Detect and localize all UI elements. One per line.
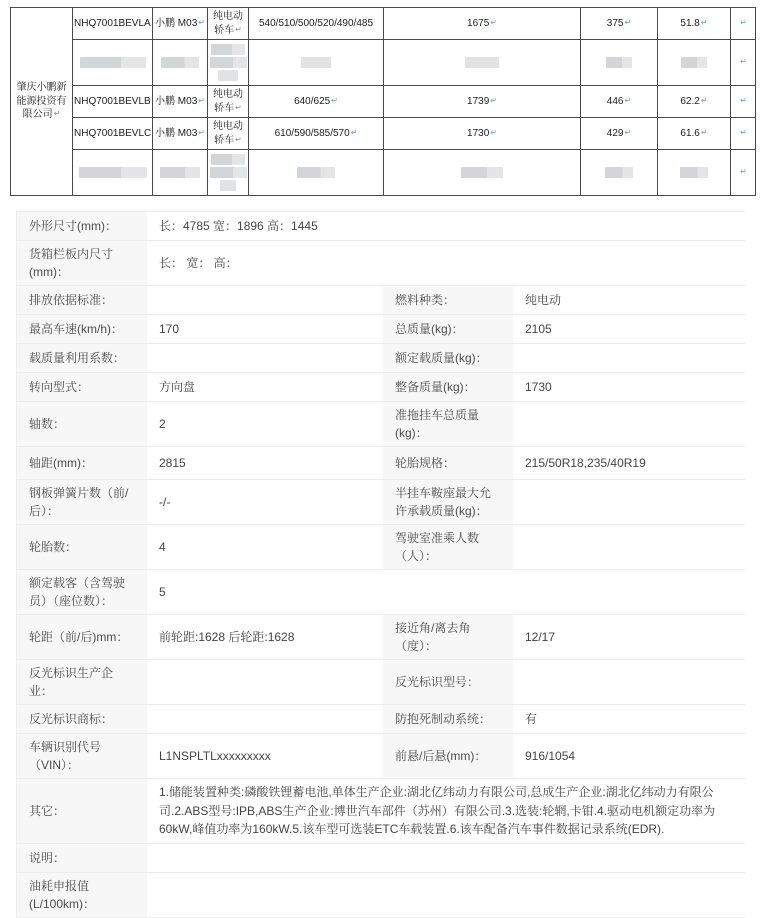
spec-value: L1NSPLTLxxxxxxxxx [147,734,383,778]
model-code: NHQ7001BEVLA [74,18,151,29]
spec-table [16,211,745,918]
spec-value: 纯电动 [513,286,746,314]
return-mark-icon: ↵ [490,128,497,137]
spec-value-other: 1.储能装置种类:磷酸铁锂蓄电池,单体生产企业:湖北亿纬动力有限公司,总成生产企业:湖北亿纬动力有限公司.2.ABS型号:IPB,ABS生产企业:博世汽车部件（苏州）有限公司.3.选装:轮辋,卡钳.4.驱动电机额定功率为60kW,峰值功率为160kW.5.该车型可选装ETC车载装置.6.该车配备汽车事件数据记录系统(EDR). [147,779,746,843]
value-b-cell [658,118,731,150]
return-mark-icon: ↵ [624,96,631,105]
value-a: 429 [607,128,624,139]
value-a: 375 [607,18,624,29]
type-cell [208,86,249,118]
return-mark-icon: ↵ [54,109,61,118]
range-values: 540/510/500/520/490/485 [259,18,373,29]
mass-value: 1739 [467,96,489,107]
spec-value [147,660,383,704]
company-name: 肇庆小鹏新能源投资有限公司 [17,82,67,120]
spec-value [513,402,746,446]
table-row [11,118,756,150]
return-mark-icon: ↵ [235,25,242,34]
value-a-cell-redacted [581,40,658,86]
value-b-cell-redacted [658,150,731,196]
spec-row [17,212,744,240]
model-cell [73,118,153,150]
end-mark-cell [731,150,756,196]
spec-value: 2105 [513,315,746,343]
brand-cell [153,118,208,150]
spec-label: 接近角/离去角（度）： [383,615,513,659]
spec-label: 总质量(kg)： [383,315,513,343]
value-a-cell-redacted [581,150,658,196]
model-code: NHQ7001BEVLC [74,128,151,139]
brand-cell [153,86,208,118]
spec-value: -/- [147,480,383,524]
value-b-cell-redacted [658,40,731,86]
range-cell [249,86,384,118]
spec-row [17,778,744,843]
return-mark-icon: ↵ [740,128,747,137]
spec-row [17,285,744,314]
spec-label: 货箱栏板内尺寸(mm)： [17,241,147,285]
value-b: 61.6 [680,128,699,139]
spec-label: 准拖挂车总质量(kg)： [383,402,513,446]
spec-value [147,286,383,314]
spec-label: 额定载客（含驾驶员）（座位数）： [17,570,147,614]
value-a: 446 [607,96,624,107]
end-mark-cell [731,40,756,86]
spec-row [17,843,744,872]
table-row-redacted [11,40,756,86]
type-cell [208,8,249,40]
value-b-cell [658,8,731,40]
range-cell [249,8,384,40]
return-mark-icon: ↵ [740,18,747,27]
spec-value: 916/1054 [513,734,746,778]
spec-label: 轮距（前/后)mm： [17,615,147,659]
spec-label: 说明： [17,844,147,872]
return-mark-icon: ↵ [198,128,205,137]
return-mark-icon: ↵ [198,96,205,105]
value-b-cell [658,86,731,118]
spec-label: 前悬/后悬(mm)： [383,734,513,778]
mass-cell [384,118,581,150]
spec-label: 防抱死制动系统： [383,705,513,733]
return-mark-icon: ↵ [198,18,205,27]
end-mark-cell [731,118,756,150]
spec-value: 1730 [513,373,746,401]
value-b: 51.8 [680,18,699,29]
type-cell-redacted [208,150,249,196]
spec-label: 轴数： [17,402,147,446]
spec-row [17,872,744,917]
spec-value [513,660,746,704]
model-cell [73,8,153,40]
spec-row [17,240,744,285]
return-mark-icon: ↵ [490,18,497,27]
spec-row [17,733,744,778]
type-cell-redacted [208,40,249,86]
range-cell-redacted [249,150,384,196]
type-cell [208,118,249,150]
mass-cell-redacted [384,40,581,86]
return-mark-icon: ↵ [235,135,242,144]
model-cell-redacted [73,150,153,196]
return-mark-icon: ↵ [351,128,358,137]
return-mark-icon: ↵ [740,96,747,105]
spec-row [17,659,744,704]
spec-label: 油耗申报值(L/100km)： [17,873,147,917]
return-mark-icon: ↵ [701,18,708,27]
model-cell [73,86,153,118]
spec-label: 燃料种类： [383,286,513,314]
table-row-redacted [11,150,756,196]
brand-name: 小鹏 M03 [155,96,197,107]
value-a-cell [581,8,658,40]
spec-row [17,524,744,569]
spec-value: 4 [147,525,383,569]
spec-value: 方向盘 [147,373,383,401]
spec-value: 2 [147,402,383,446]
return-mark-icon: ↵ [490,96,497,105]
return-mark-icon: ↵ [740,57,747,66]
vehicle-type: 纯电动轿车 [213,121,243,146]
brand-cell [153,8,208,40]
mass-cell-redacted [384,150,581,196]
spec-row [17,479,744,524]
spec-label: 额定载质量(kg)： [383,344,513,372]
spec-row [17,704,744,733]
mass-value: 1675 [467,18,489,29]
spec-row [17,446,744,479]
spec-row [17,372,744,401]
return-mark-icon: ↵ [235,103,242,112]
model-code: NHQ7001BEVLB [74,96,151,107]
end-mark-cell [731,8,756,40]
mass-value: 1730 [467,128,489,139]
spec-row [17,343,744,372]
value-b: 62.2 [680,96,699,107]
return-mark-icon: ↵ [624,18,631,27]
spec-label: 最高车速(km/h)： [17,315,147,343]
spec-row [17,614,744,659]
spec-label: 外形尺寸(mm)： [17,212,147,240]
spec-label: 半挂车鞍座最大允许承载质量(kg)： [383,480,513,524]
company-cell [11,8,73,196]
spec-label: 车辆识别代号（VIN）： [17,734,147,778]
spec-value [147,844,746,872]
spec-value: 215/50R18,235/40R19 [513,447,746,479]
spec-value: 12/17 [513,615,746,659]
spec-label: 反光标识型号： [383,660,513,704]
spec-row [17,401,744,446]
return-mark-icon: ↵ [331,96,338,105]
spec-label: 排放依据标准： [17,286,147,314]
range-values: 640/625 [294,96,330,107]
announcement-table [10,7,756,196]
spec-label: 载质量利用系数： [17,344,147,372]
spec-value [147,705,383,733]
return-mark-icon: ↵ [701,128,708,137]
vehicle-type: 纯电动轿车 [213,89,243,114]
brand-name: 小鹏 M03 [155,18,197,29]
spec-label: 其它： [17,779,147,843]
range-cell [249,118,384,150]
spec-label: 整备质量(kg)： [383,373,513,401]
spec-value: 前轮距:1628 后轮距:1628 [147,615,383,659]
spec-value: 170 [147,315,383,343]
mass-cell [384,86,581,118]
spec-row [17,569,744,614]
spec-value: 有 [513,705,746,733]
spec-row [17,314,744,343]
brand-cell-redacted [153,40,208,86]
spec-label: 转向型式： [17,373,147,401]
spec-label: 轮胎数： [17,525,147,569]
spec-label: 反光标识生产企业： [17,660,147,704]
spec-label: 反光标识商标： [17,705,147,733]
spec-value [513,344,746,372]
spec-value: 5 [147,570,383,614]
table-row [11,86,756,118]
return-mark-icon: ↵ [701,96,708,105]
return-mark-icon: ↵ [740,167,747,176]
spec-value: 长：4785 宽：1896 高：1445 [147,212,746,240]
range-cell-redacted [249,40,384,86]
vehicle-type: 纯电动轿车 [213,11,243,36]
spec-value [513,480,746,524]
return-mark-icon: ↵ [624,128,631,137]
end-mark-cell [731,86,756,118]
model-cell-redacted [73,40,153,86]
spec-label: 驾驶室准乘人数（人）： [383,525,513,569]
blank-area [383,570,746,614]
spec-value [147,344,383,372]
spec-value: 长： 宽： 高： [147,241,746,285]
spec-label: 钢板弹簧片数（前/后）： [17,480,147,524]
spec-label: 轴距(mm)： [17,447,147,479]
value-a-cell [581,118,658,150]
spec-value [513,525,746,569]
spec-value: 2815 [147,447,383,479]
brand-cell-redacted [153,150,208,196]
table-row [11,8,756,40]
brand-name: 小鹏 M03 [155,128,197,139]
value-a-cell [581,86,658,118]
range-values: 610/590/585/570 [275,128,350,139]
mass-cell [384,8,581,40]
spec-value [147,873,746,917]
spec-label: 轮胎规格： [383,447,513,479]
